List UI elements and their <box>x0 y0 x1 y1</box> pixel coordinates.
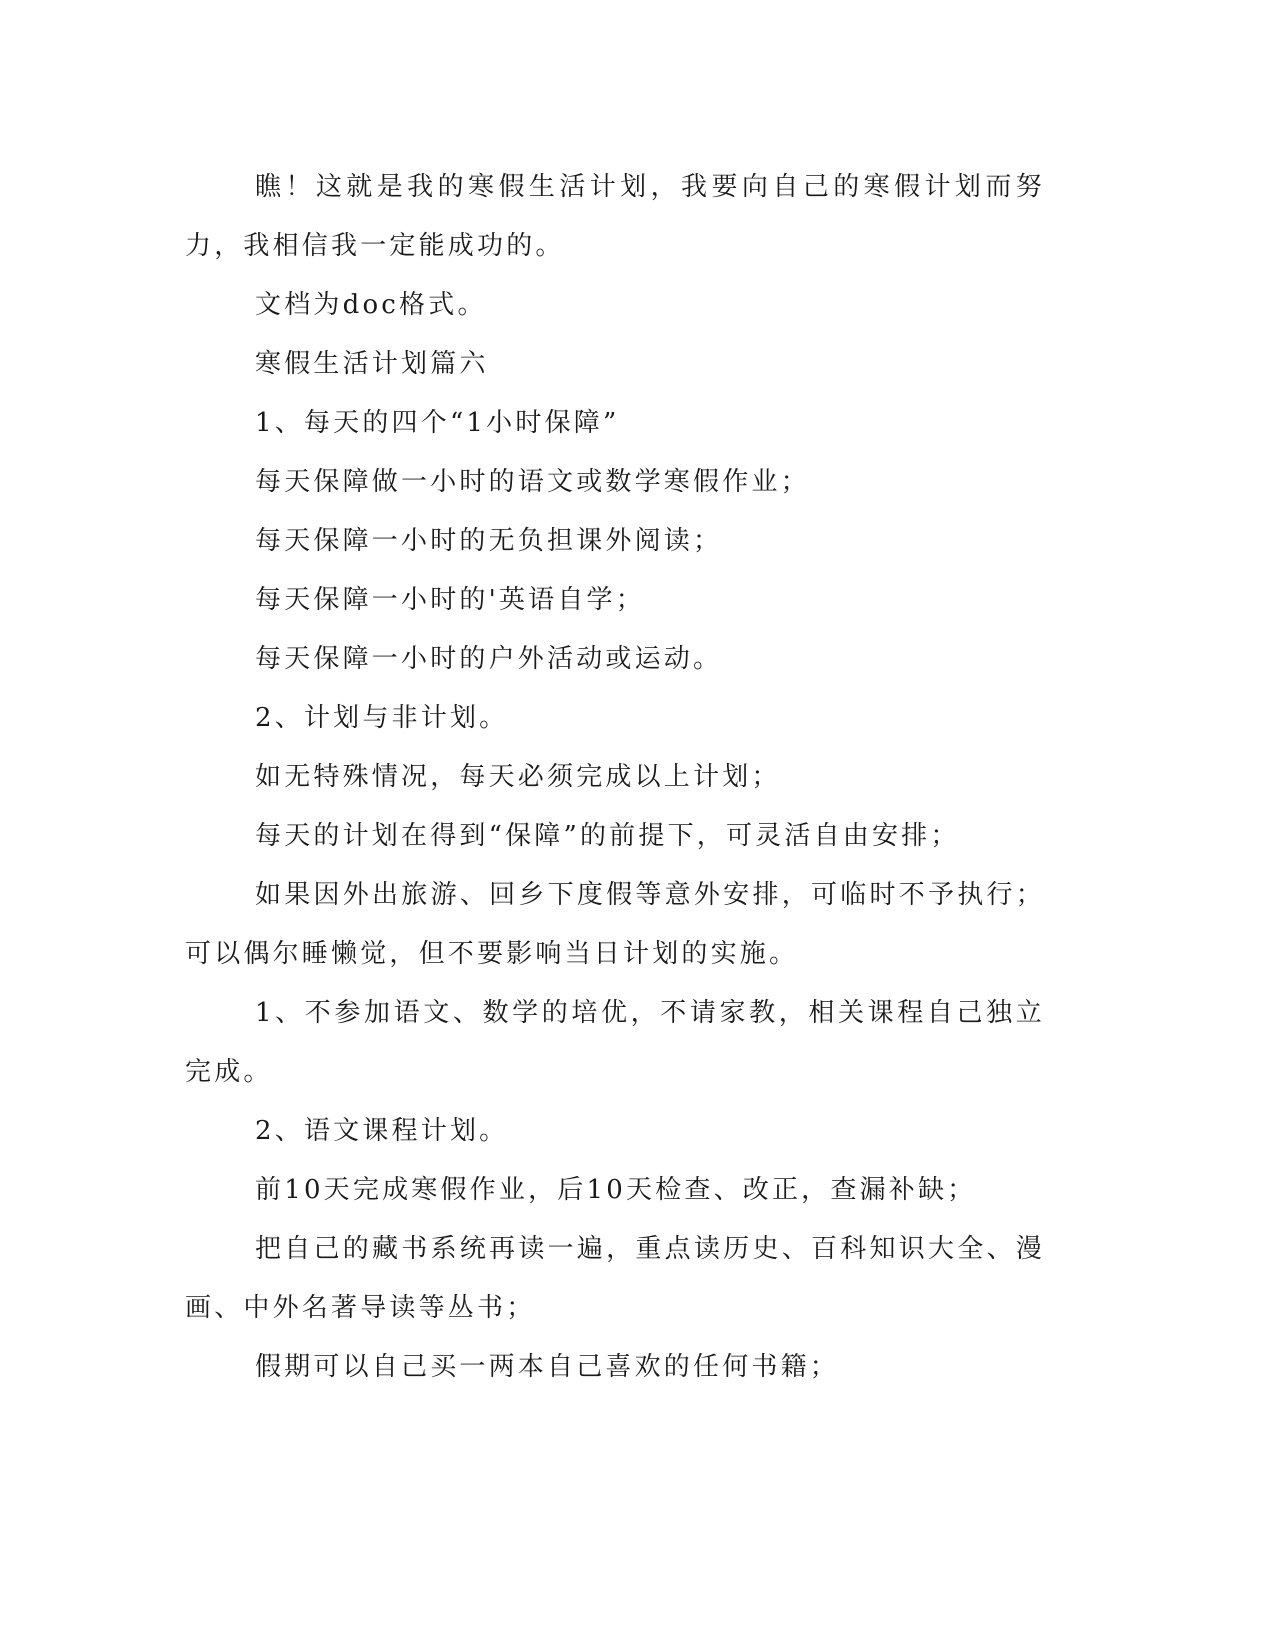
list-item: 每天的计划在得到“保障”的前提下，可灵活自由安排； <box>255 821 960 851</box>
list-item: 每天保障一小时的户外活动或运动。 <box>255 644 723 674</box>
list-item-heading: 1、不参加语文、数学的培优，不请家教，相关课程自己独立完成。 <box>185 998 1045 1087</box>
list-item: 前10天完成寒假作业，后10天检查、改正，查漏补缺； <box>255 1175 977 1205</box>
list-item: 如果因外出旅游、回乡下度假等意外安排，可临时不予执行；可以偶尔睡懒觉，但不要影响当日计划的实施。 <box>185 880 1045 969</box>
list-item-heading: 2、语文课程计划。 <box>255 1116 509 1146</box>
list-item: 如无特殊情况，每天必须完成以上计划； <box>255 762 781 792</box>
section-heading: 寒假生活计划篇六 <box>255 349 489 379</box>
list-item: 每天保障一小时的'英语自学； <box>255 585 645 615</box>
list-item: 每天保障做一小时的语文或数学寒假作业； <box>255 467 810 497</box>
paragraph-conclusion: 瞧！这就是我的寒假生活计划，我要向自己的寒假计划而努力，我相信我一定能成功的。 <box>185 172 1045 261</box>
document-body <box>185 158 1045 1397</box>
paragraph-format-note: 文档为doc格式。 <box>255 290 487 320</box>
list-item: 把自己的藏书系统再读一遍，重点读历史、百科知识大全、漫画、中外名著导读等丛书； <box>185 1234 1045 1323</box>
list-item-heading: 2、计划与非计划。 <box>255 703 509 733</box>
list-item-heading: 1、每天的四个“1小时保障” <box>255 408 620 438</box>
list-item: 每天保障一小时的无负担课外阅读； <box>255 526 723 556</box>
list-item: 假期可以自己买一两本自己喜欢的任何书籍； <box>255 1352 840 1382</box>
